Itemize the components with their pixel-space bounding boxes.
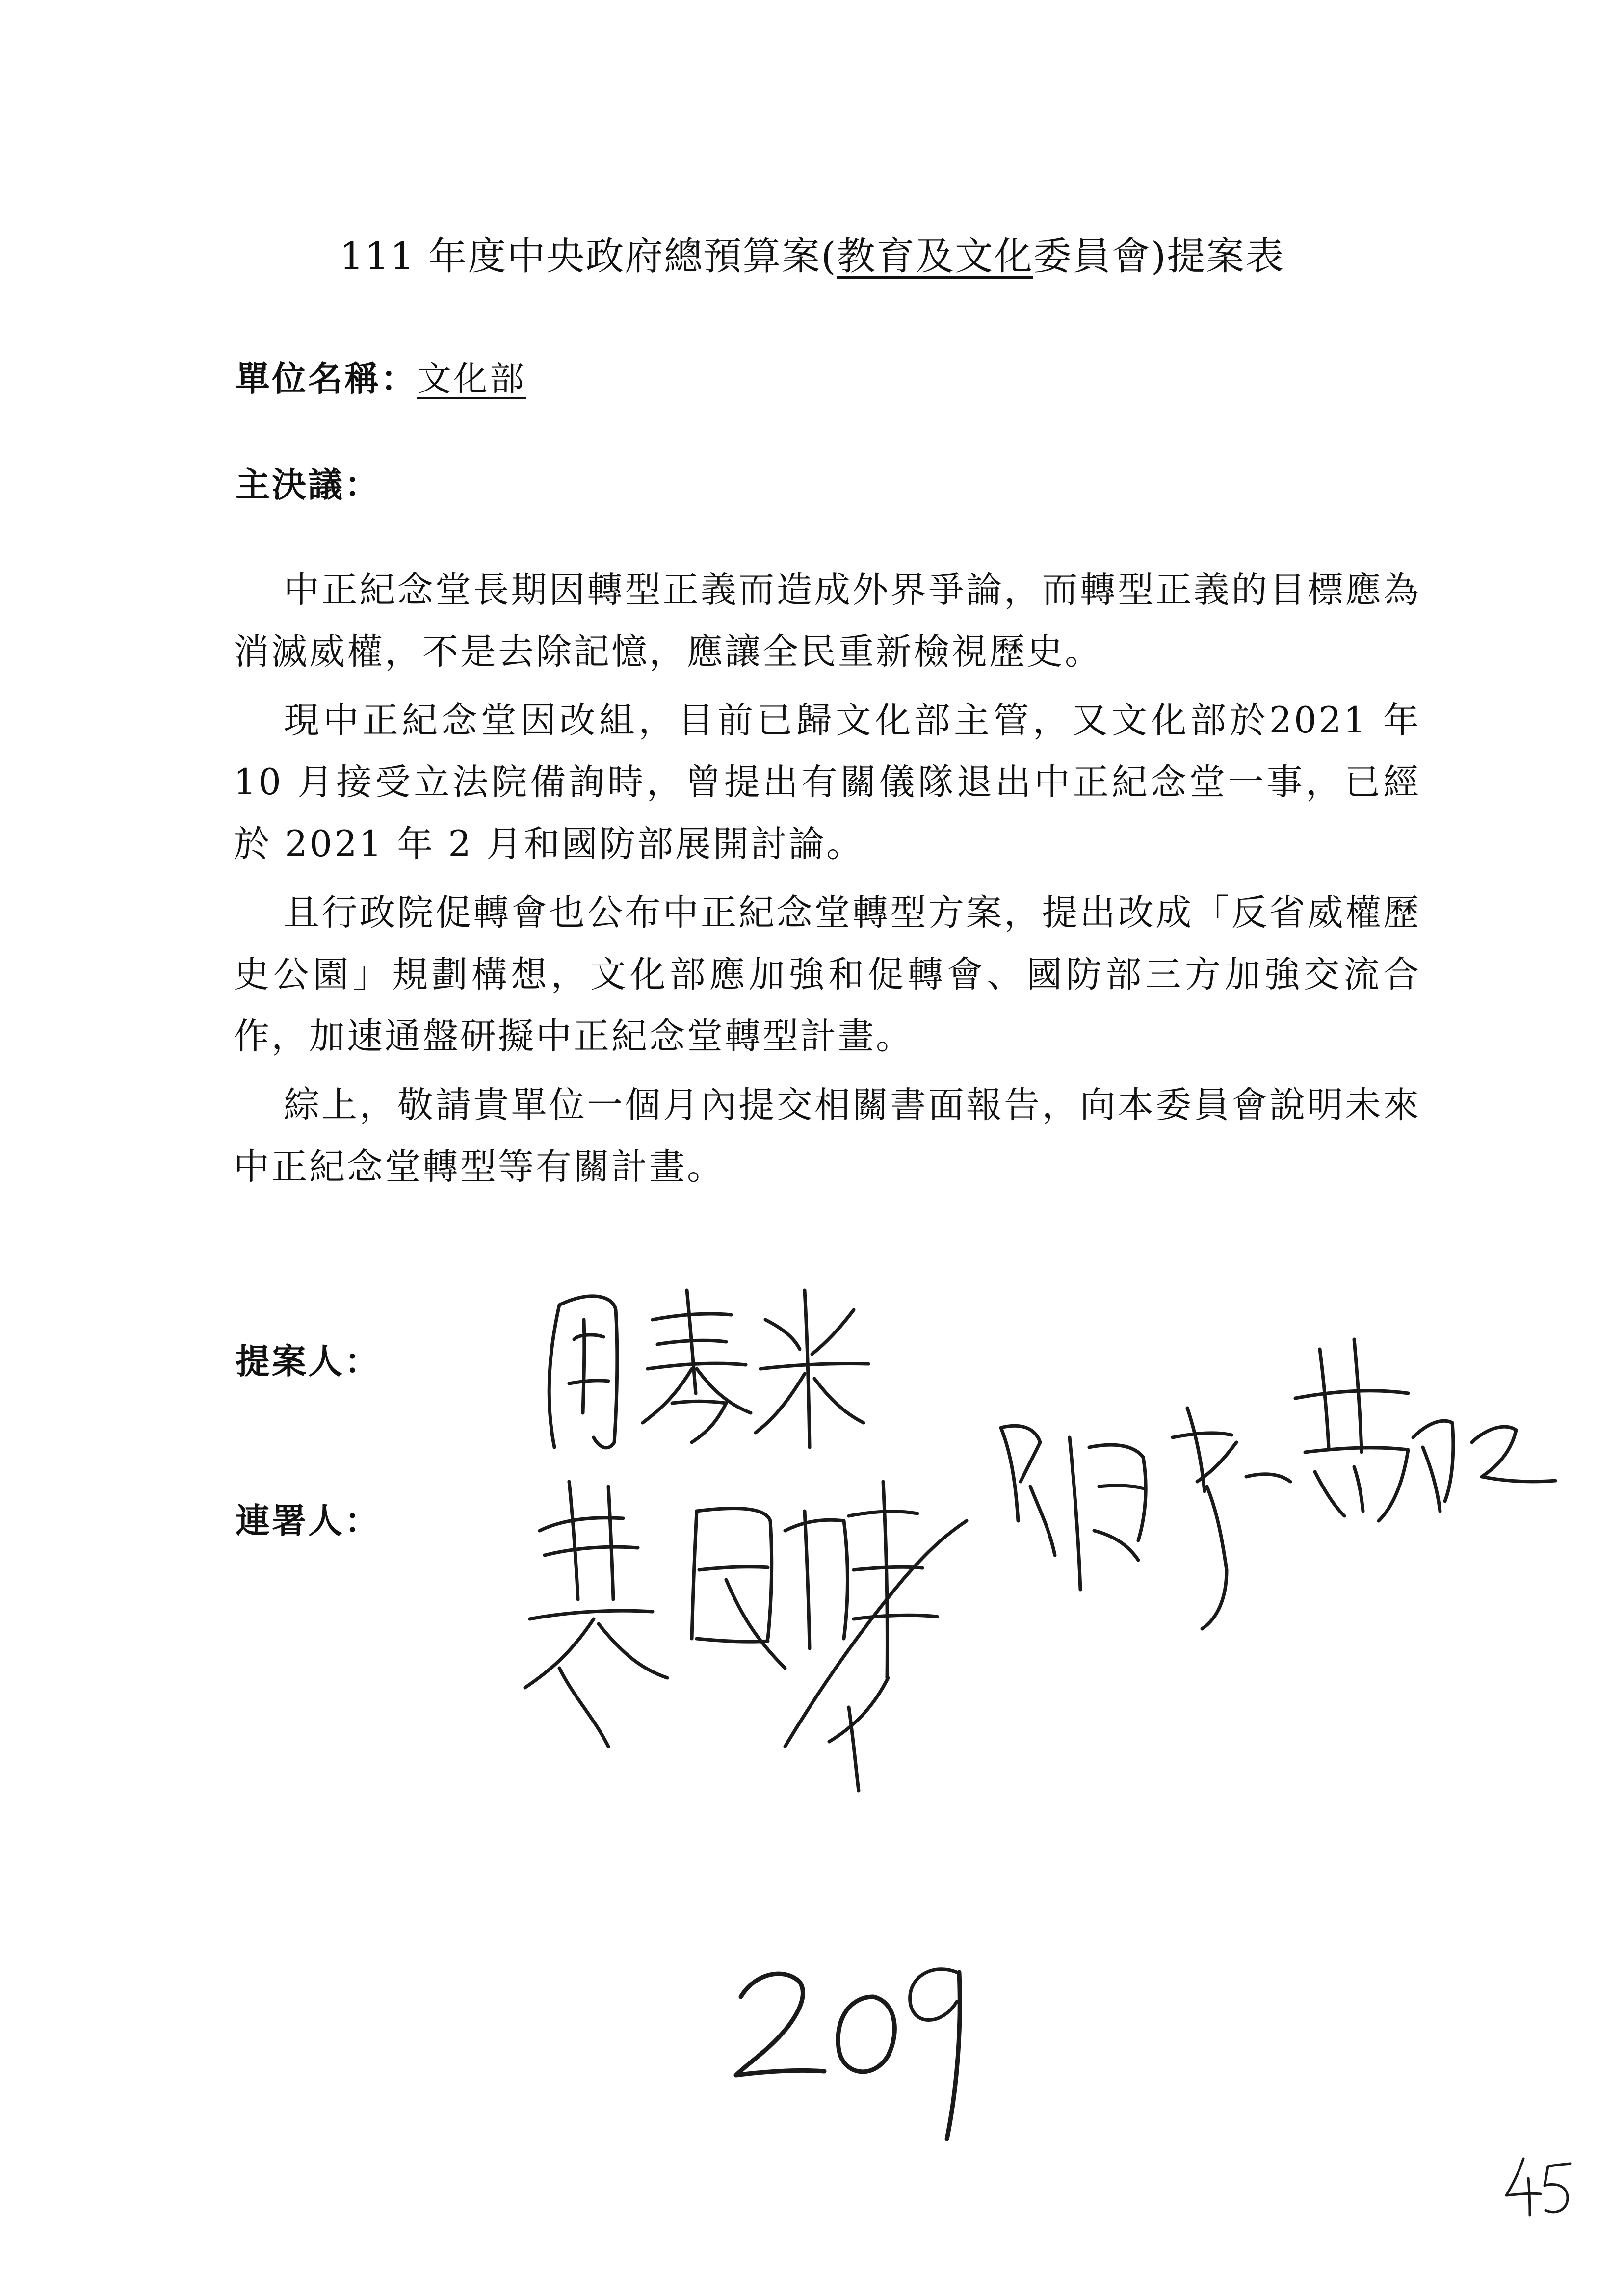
resolution-paragraph-3: 且行政院促轉會也公布中正紀念堂轉型方案，提出改成「反省威權歷史公園」規劃構想，文化部應加強和促轉會、國防部三方加強交流合作，加速通盤研擬中正紀念堂轉型計畫。 <box>234 892 1421 1057</box>
unit-row <box>236 354 526 403</box>
document-title <box>0 230 1624 284</box>
proposer-label: 提案人： <box>236 1341 381 1382</box>
cosigner-label: 連署人： <box>236 1501 381 1541</box>
title-suffix: 委員會)提案表 <box>1033 235 1285 279</box>
handwritten-page-number <box>1501 2154 1575 2218</box>
cosigner-signatures <box>510 1325 1570 1796</box>
resolution-label: 主決議： <box>236 465 381 505</box>
unit-value: 文化部 <box>417 359 526 399</box>
resolution-paragraph-1: 中正紀念堂長期因轉型正義而造成外界爭論，而轉型正義的目標應為消滅威權，不是去除記憶，應讓全民重新檢視歷史。 <box>234 569 1421 673</box>
resolution-body <box>234 559 1421 1205</box>
title-committee: 教育及文化 <box>837 235 1033 279</box>
resolution-paragraph-2: 現中正紀念堂因改組，目前已歸文化部主管，又文化部於2021 年 10 月接受立法院備詢時，曾提出有關儀隊退出中正紀念堂一事，已經於 2021 年 2 月和國防部展開討論。 <box>234 700 1421 865</box>
handwritten-number <box>726 1943 981 2149</box>
unit-label: 單位名稱： <box>236 359 417 399</box>
resolution-paragraph-4: 綜上，敬請貴單位一個月內提交相關書面報告，向本委員會說明未來中正紀念堂轉型等有關計畫。 <box>234 1084 1421 1188</box>
title-prefix: 111 年度中央政府總預算案( <box>339 235 837 279</box>
